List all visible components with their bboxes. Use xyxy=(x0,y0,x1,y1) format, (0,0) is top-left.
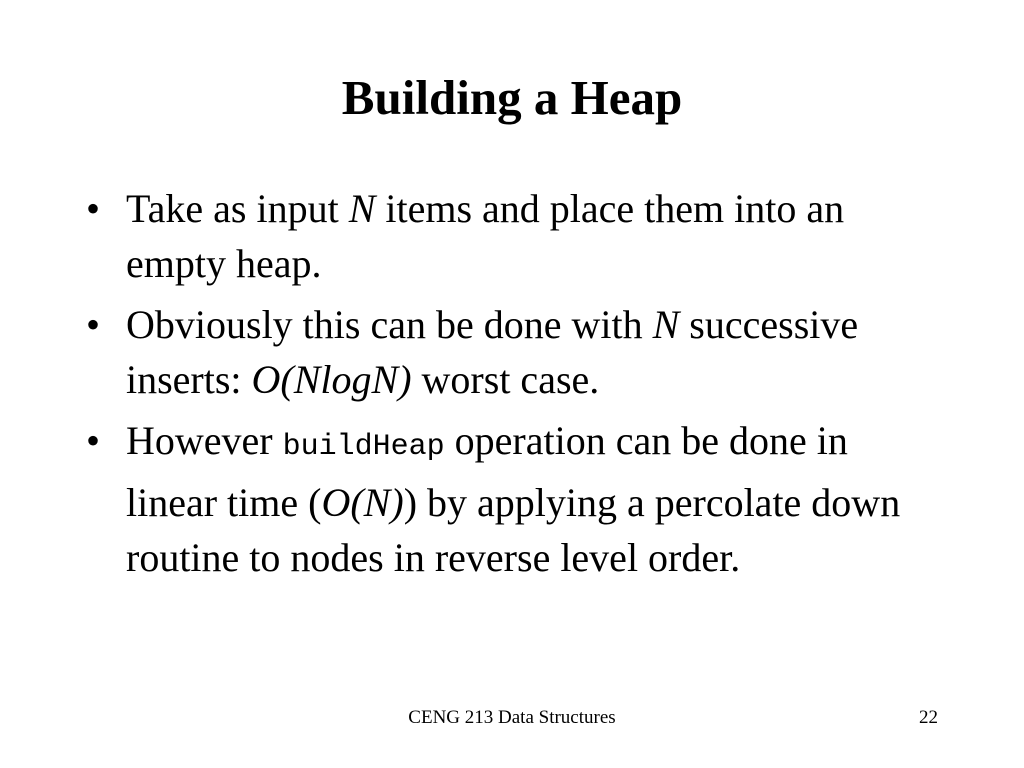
italic-complexity: O(NlogN) xyxy=(251,357,412,402)
bullet-list xyxy=(86,181,946,591)
slide-title: Building a Heap xyxy=(341,70,683,125)
text-segment: ) by applying a percolate down routine to nodes in reverse level order. xyxy=(126,480,901,580)
italic-variable: N xyxy=(652,302,680,347)
bullet-marker: • xyxy=(86,302,101,347)
italic-complexity: O(N) xyxy=(321,480,404,525)
code-identifier: buildHeap xyxy=(282,430,445,464)
bullet-item xyxy=(86,413,946,585)
footer-course: CENG 213 Data Structures xyxy=(408,707,616,728)
text-segment: worst case. xyxy=(411,357,600,402)
text-segment: operation can be done in linear time ( xyxy=(126,418,848,525)
text-segment: successive inserts: xyxy=(126,302,859,402)
bullet-text xyxy=(126,186,844,286)
text-segment: However xyxy=(126,418,283,463)
text-segment: Obviously this can be done with xyxy=(126,302,653,347)
text-segment: Take as input xyxy=(126,186,349,231)
bullet-marker: • xyxy=(86,418,101,463)
bullet-text xyxy=(126,302,858,402)
bullet-text xyxy=(126,418,900,580)
bullet-item xyxy=(86,297,946,407)
page-number: 22 xyxy=(919,707,938,728)
italic-variable: N xyxy=(348,186,376,231)
text-segment: items and place them into an empty heap. xyxy=(126,186,845,286)
bullet-marker: • xyxy=(86,186,101,231)
bullet-item xyxy=(86,181,946,291)
